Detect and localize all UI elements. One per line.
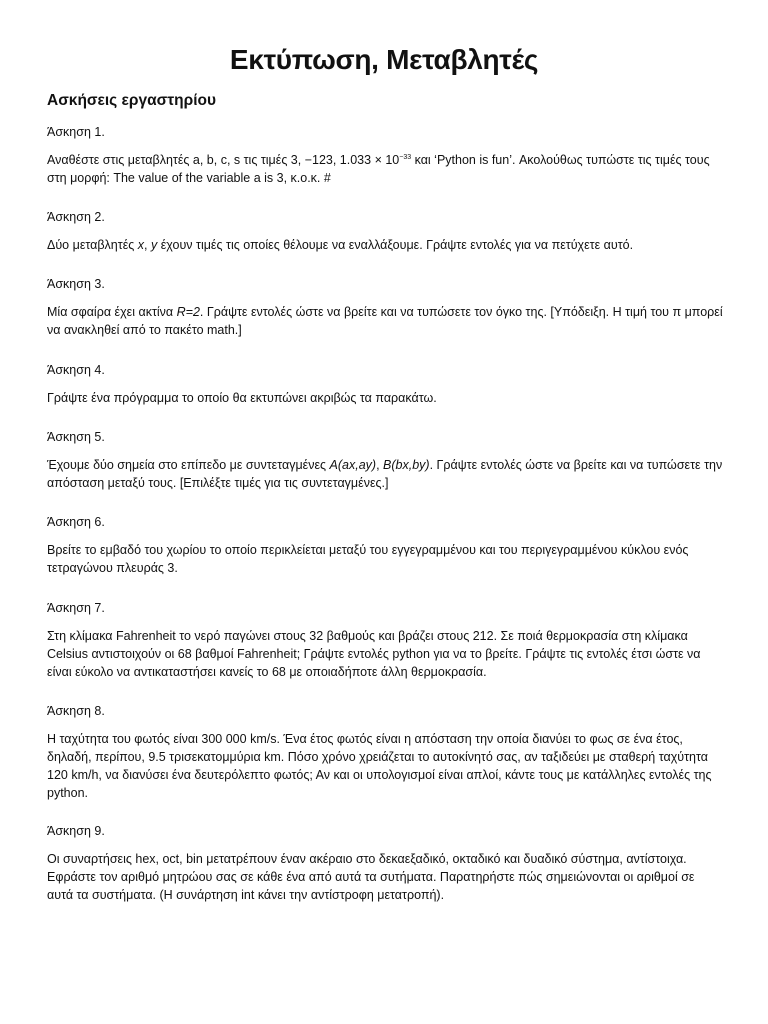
exercise-9-label: Άσκηση 9. bbox=[47, 824, 105, 838]
exercise-4-text: Γράψτε ένα πρόγραμμα το οποίο θα εκτυπώνει ακριβώς τα παρακάτω. bbox=[47, 391, 437, 405]
exercise-1-label: Άσκηση 1. bbox=[47, 125, 105, 139]
exercise-4-label: Άσκηση 4. bbox=[47, 363, 105, 377]
exercise-8-text: Η ταχύτητα του φωτός είναι 300 000 km/s. Ένα έτος φωτός είναι η απόσταση την οποία διανύει το φως σε ένα έτος, δηλαδή, περίπου, 9.5 τρισεκατομμύρια km. Πόσο χρόνο χρειάζεται το αυτοκίνητό σας, αν ταξιδεύει με σταθερή ταχύτητα 120 km/h, να διανύσει ένα δευτερόλεπτο φωτός; Αν και οι υπολογισμοί είναι απλοί, κάντε τους με κατάλληλες εντολές της python. bbox=[47, 732, 712, 800]
page-title: Εκτύπωση, Μεταβλητές bbox=[229, 44, 539, 75]
section-subtitle: Ασκήσεις εργαστηρίου bbox=[47, 92, 217, 109]
exercise-3-label: Άσκηση 3. bbox=[47, 277, 105, 291]
exercise-3-text: Μία σφαίρα έχει ακτίνα R=2. Γράψτε εντολές ώστε να βρείτε και να τυπώσετε τον όγκο της. [Υπόδειξη. Η τιμή του π μπορεί να ανακληθεί από το πακέτο math.] bbox=[47, 305, 723, 337]
exercise-7-text: Στη κλίμακα Fahrenheit το νερό παγώνει στους 32 βαθμούς και βράζει στους 212. Σε ποιά θερμοκρασία στη κλίμακα Celsius αντιστοιχούν οι 68 βαθμοί Fahrenheit; Γράψτε εντολές python για να το βρείτε. Γράψτε τις εντολές έτσι ώστε να είναι εύκολο να αντικαταστήσει κανείς το 68 με οποιαδήποτε άλλη θερμοκρασία. bbox=[47, 629, 701, 679]
exercise-7-label: Άσκηση 7. bbox=[47, 601, 105, 615]
exercise-1-text: Αναθέστε στις μεταβλητές a, b, c, s τις τιμές 3, −123, $1.033 \times 10^{-33}$ και ‘Python is fun’. Ακολούθως τυπώστε τις τιμές τους στη μορφή: The value of the variable a is 3, κ.ο.κ. # bbox=[47, 153, 710, 185]
exercise-6-label: Άσκηση 6. bbox=[47, 515, 105, 529]
exercise-5-label: Άσκηση 5. bbox=[47, 430, 105, 444]
exercise-2-label: Άσκηση 2. bbox=[47, 210, 105, 224]
exercise-5-text: Έχουμε δύο σημεία στο επίπεδο με συντεταγμένες A(ax,ay), B(bx,by). Γράψτε εντολές ώστε να βρείτε και να τυπώσετε την απόσταση μεταξύ τους. [Επιλέξτε τιμές για τις συντεταγμένες.] bbox=[47, 458, 723, 490]
exercise-8-label: Άσκηση 8. bbox=[47, 704, 105, 718]
exercise-6-text: Βρείτε το εμβαδό του χωρίου το οποίο περικλείεται μεταξύ του εγγεγραμμένου και του περιγεγραμμένου κύκλου ενός τετραγώνου πλευράς 3. bbox=[47, 543, 689, 575]
exercise-9-text: Οι συναρτήσεις hex, oct, bin μετατρέπουν έναν ακέραιο στο δεκαεξαδικό, οκταδικό και δυαδικό σύστημα, αντίστοιχα. Εφράστε τον αριθμό μητρώου σας σε κάθε ένα από αυτά τα συτήματα. Παρατηρήστε πώς σημειώνονται οι αριθμοί σε αυτά τα συστήματα. (Η συνάρτηση int κάνει την αντίστροφη μετατροπή). bbox=[47, 852, 695, 902]
exercise-2-text: Δύο μεταβλητές x, y έχουν τιμές τις οποίες θέλουμε να εναλλάξουμε. Γράψτε εντολές για να πετύχετε αυτό. bbox=[47, 238, 634, 252]
